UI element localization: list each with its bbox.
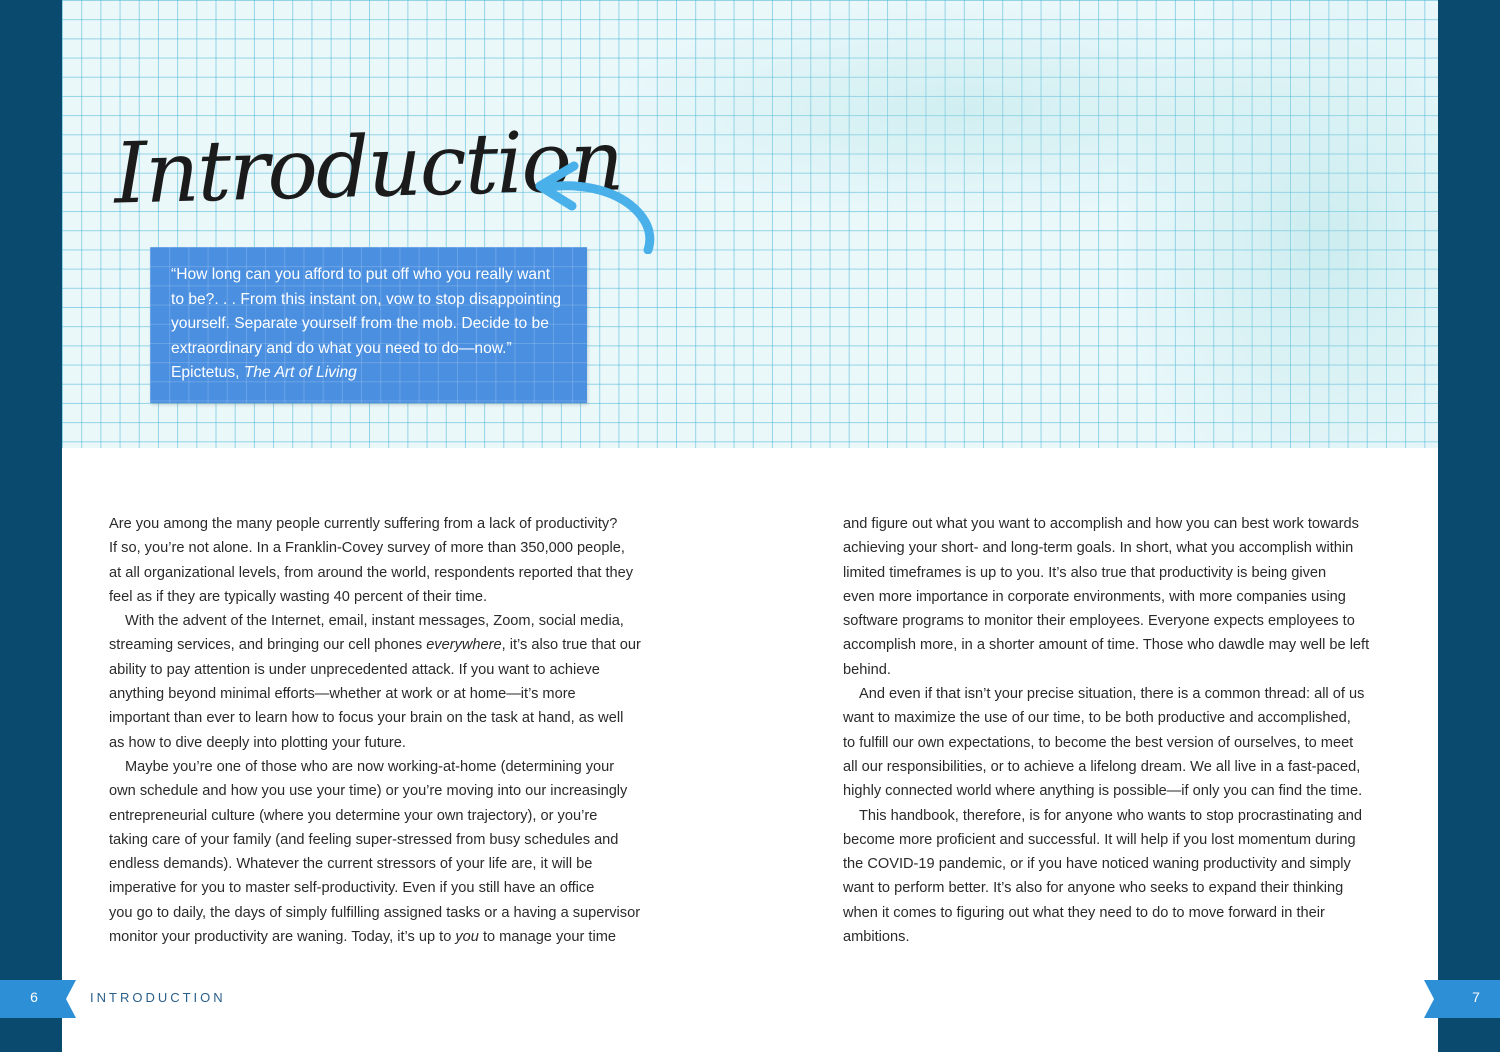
body-line: achieving your short- and long-term goals. In short, what you accomplish within <box>843 540 1354 557</box>
body-text: to manage your time <box>478 929 616 946</box>
body-line: all our responsibilities, or to achieve a lifelong dream. We all live in a fast-paced, <box>843 758 1361 775</box>
body-line: entrepreneurial culture (where you determine your own trajectory), or you’re <box>109 807 598 824</box>
body-line: when it comes to figuring out what they need to do to move forward in their <box>843 904 1325 921</box>
body-line: want to maximize the use of our time, to be both productive and accomplished, <box>843 710 1351 727</box>
right-page-number-tab <box>1424 980 1500 1018</box>
body-line: to fulfill our own expectations, to become the best version of ourselves, to meet <box>843 734 1354 751</box>
body-line <box>109 633 669 657</box>
running-head: INTRODUCTION <box>90 990 226 1005</box>
left-page-number: 6 <box>30 989 38 1005</box>
body-line: as how to dive deeply into plotting your future. <box>109 734 406 751</box>
body-line: accomplish more, in a shorter amount of time. Those who dawdle may well be left <box>843 637 1370 654</box>
body-text: , it’s also true that our <box>501 637 641 654</box>
emphasis-text: everywhere <box>426 637 502 654</box>
epigraph-line: to be?. . . From this instant on, vow to stop disappointing <box>171 290 562 308</box>
body-text: monitor your productivity are waning. Today, it’s up to <box>109 929 456 946</box>
body-line: software programs to monitor their employees. Everyone expects employees to <box>843 613 1355 630</box>
right-page-number: 7 <box>1472 989 1480 1005</box>
epigraph-line: extraordinary and do what you need to do—now.” <box>171 339 512 357</box>
body-line: the COVID-19 pandemic, or if you have noticed waning productivity and simply <box>843 856 1351 873</box>
page-title: Introduction <box>112 111 624 223</box>
epigraph-box <box>150 247 587 403</box>
curved-arrow-icon <box>534 158 660 254</box>
body-line: want to perform better. It’s also for anyone who seeks to expand their thinking <box>843 880 1344 897</box>
body-line: Maybe you’re one of those who are now working-at-home (determining your <box>125 758 615 775</box>
left-column-body <box>109 512 669 949</box>
body-text: streaming services, and bringing our cell phones <box>109 637 427 654</box>
body-line: Are you among the many people currently suffering from a lack of productivity? <box>109 516 618 532</box>
body-line: own schedule and how you use your time) or you’re moving into our increasingly <box>109 783 628 800</box>
body-line: highly connected world where anything is possible—if only you can find the time. <box>843 783 1363 800</box>
left-page-number-tab <box>0 980 76 1018</box>
body-line: you go to daily, the days of simply fulfilling assigned tasks or a having a supervisor <box>109 904 641 921</box>
epigraph-line: “How long can you afford to put off who you really want <box>171 266 551 283</box>
body-line <box>109 925 669 949</box>
body-line: anything beyond minimal efforts—whether at work or at home—it’s more <box>109 686 576 703</box>
body-line: important than ever to learn how to focus your brain on the task at hand, as well <box>109 710 624 727</box>
body-line: And even if that isn’t your precise situation, there is a common thread: all of us <box>859 686 1365 703</box>
epigraph-line: yourself. Separate yourself from the mob. Decide to be <box>171 315 549 332</box>
left-page-edge <box>0 0 62 1052</box>
right-column-body <box>843 512 1403 949</box>
body-line: ability to pay attention is under unprecedented attack. If you want to achieve <box>109 661 600 678</box>
right-page-edge <box>1438 0 1500 1052</box>
body-line: imperative for you to master self-productivity. Even if you still have an office <box>109 880 595 897</box>
body-line: endless demands). Whatever the current stressors of your life are, it will be <box>109 856 593 873</box>
emphasis-text: you <box>455 929 479 946</box>
body-line: even more importance in corporate environments, with more companies using <box>843 588 1346 605</box>
body-line: With the advent of the Internet, email, instant messages, Zoom, social media, <box>125 613 624 630</box>
body-line: and figure out what you want to accomplish and how you can best work towards <box>843 516 1359 532</box>
body-line: If so, you’re not alone. In a Franklin-Covey survey of more than 350,000 people, <box>109 540 625 557</box>
body-line: ambitions. <box>843 929 910 946</box>
epigraph-work: The Art of Living <box>243 364 357 381</box>
body-line: become more proficient and successful. It will help if you lost momentum during <box>843 831 1356 848</box>
body-line: at all organizational levels, from around the world, respondents reported that they <box>109 564 634 581</box>
epigraph-attribution <box>171 361 575 386</box>
body-line: behind. <box>843 661 891 678</box>
body-line: feel as if they are typically wasting 40 percent of their time. <box>109 588 487 605</box>
body-line: This handbook, therefore, is for anyone who wants to stop procrastinating and <box>859 807 1362 824</box>
epigraph-author: Epictetus, <box>171 364 240 381</box>
body-line: limited timeframes is up to you. It’s also true that productivity is being given <box>843 564 1327 581</box>
body-line: taking care of your family (and feeling super-stressed from busy schedules and <box>109 831 619 848</box>
